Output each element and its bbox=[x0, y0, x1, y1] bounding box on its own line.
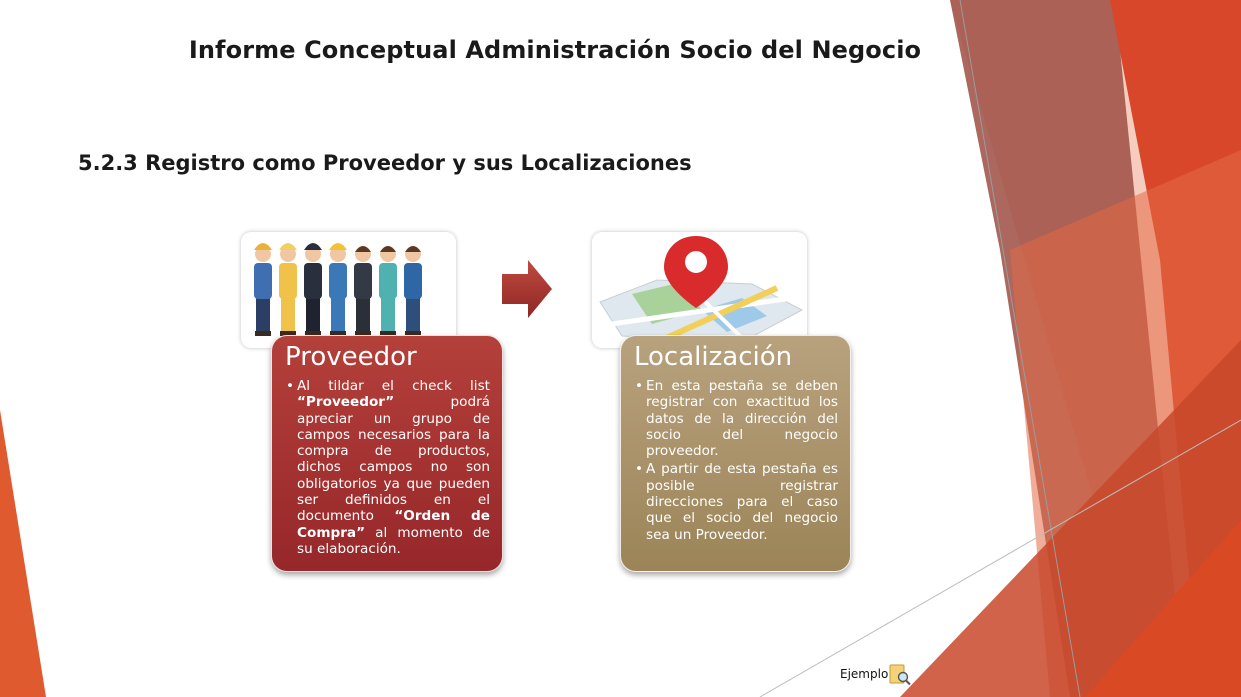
proveedor-card bbox=[271, 335, 503, 572]
bullet-bold-proveedor: “Proveedor” bbox=[297, 394, 395, 411]
worker-figure bbox=[279, 243, 297, 336]
slide-title: Informe Conceptual Administración Socio del Negocio bbox=[188, 36, 922, 64]
icon-handle bbox=[906, 681, 910, 685]
worker-figure bbox=[254, 243, 272, 336]
map-image bbox=[592, 232, 807, 348]
bullet-text: Al tildar el check list bbox=[297, 378, 490, 394]
localizacion-bullets bbox=[634, 378, 838, 543]
left-accent-shape bbox=[0, 410, 46, 697]
arrow-right-icon bbox=[502, 260, 554, 318]
document-search-icon[interactable] bbox=[888, 664, 912, 686]
localizacion-card bbox=[620, 335, 851, 572]
worker-figure bbox=[354, 246, 372, 336]
map-pin-hole bbox=[685, 251, 707, 273]
localizacion-bullet: • En esta pestaña se deben registrar con exactitud los datos de la dirección del socio del negocio proveedor. bbox=[646, 378, 838, 459]
worker-figure bbox=[404, 246, 422, 336]
localizacion-title: Localización bbox=[634, 342, 793, 372]
localizacion-bullet: • A partir de esta pestaña es posible registrar direcciones para el caso que el socio del negocio sea un Proveedor. bbox=[646, 461, 838, 542]
bullet-text: al momento de su elaboración. bbox=[297, 524, 490, 557]
workers-image bbox=[241, 232, 456, 348]
bullet-text: podrá apreciar un grupo de campos necesarios para la compra de productos, dichos campos no son obligatorios ya que pueden ser definidos en el documento bbox=[297, 394, 490, 525]
bullet-bold-orden-compra: “Orden de Compra” bbox=[297, 508, 490, 541]
workers-illustration bbox=[241, 232, 456, 348]
proveedor-bullets bbox=[285, 378, 490, 557]
worker-figure bbox=[379, 246, 397, 336]
proveedor-title: Proveedor bbox=[285, 342, 417, 372]
section-heading: 5.2.3 Registro como Proveedor y sus Localizaciones bbox=[78, 151, 692, 175]
icon-lens bbox=[899, 673, 908, 682]
worker-figure bbox=[304, 243, 322, 336]
proveedor-bullet bbox=[297, 378, 490, 557]
arrow-shape bbox=[502, 260, 552, 318]
worker-figure bbox=[329, 243, 347, 336]
ejemplo-link[interactable]: Ejemplo bbox=[840, 667, 889, 681]
map-pin-illustration bbox=[592, 232, 807, 348]
